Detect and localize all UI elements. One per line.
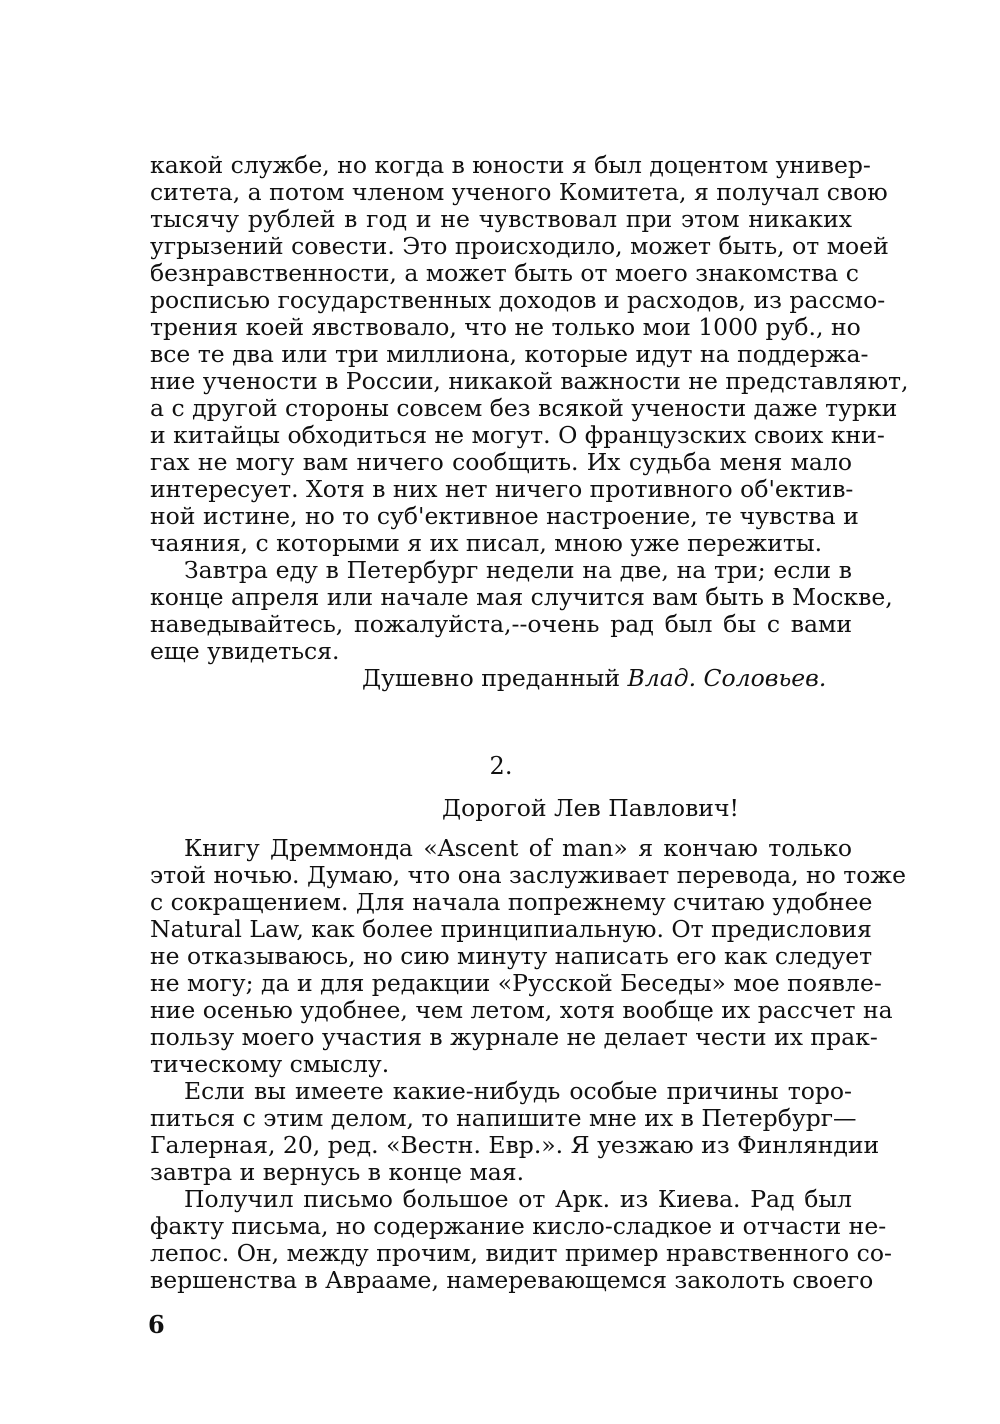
text-line: какой службе, но когда в юности я был доцентом универ- (150, 151, 871, 179)
text-line: чаяния, с которыми я их писал, мною уже пережиты. (150, 529, 823, 557)
signature-name: Влад. Соловьев. (627, 664, 827, 692)
text-line: росписью государственных доходов и расходов, из рассмо- (150, 286, 886, 314)
text-line: завтра и вернусь в конце мая. (150, 1158, 525, 1186)
text-line: ситета, а потом членом ученого Комитета, я получал свою (150, 178, 888, 206)
text-line: наведывайтесь, пожалуйста,--очень рад был бы с вами (150, 610, 852, 638)
text-line: Галерная, 20, ред. «Вестн. Евр.». Я уезжаю из Финляндии (150, 1131, 880, 1159)
text-line: безнравственности, а может быть от моего знакомства с (150, 259, 859, 287)
text-line: конце апреля или начале мая случится вам быть в Москве, (150, 583, 893, 611)
text-line: все те два или три миллиона, которые идут на поддержа- (150, 340, 869, 368)
text-line: трения коей явствовало, что не только мои 1000 руб., но (150, 313, 861, 341)
text-line: угрызений совести. Это происходило, может быть, от моей (150, 232, 889, 260)
text-line: лепос. Он, между прочим, видит пример нравственного со- (150, 1239, 892, 1267)
text-line: с сокращением. Для начала попрежнему считаю удобнее (150, 888, 873, 916)
text-line: Получил письмо большое от Арк. из Киева. Рад был (184, 1185, 852, 1213)
page-body (150, 151, 909, 1294)
text-line: не отказываюсь, но сию минуту написать его как следует (150, 942, 873, 970)
page-number: 6 (148, 1310, 165, 1339)
letter-2-text (150, 834, 906, 1294)
text-line: факту письма, но содержание кисло-сладкое и отчасти не- (150, 1212, 887, 1240)
text-line: ние учености в России, никакой важности не представляют, (150, 367, 909, 395)
text-line: интересует. Хотя в них нет ничего противного об'ектив- (150, 475, 854, 503)
text-line: ной истине, но то суб'ективное настроение, те чувства и (150, 502, 859, 530)
text-line: Книгу Дреммонда «Ascent of man» я кончаю только (184, 834, 852, 862)
text-line: этой ночью. Думаю, что она заслуживает перевода, но тоже (150, 861, 906, 889)
text-line: Завтра еду в Петербург недели на две, на три; если в (184, 556, 852, 584)
letter-number: 2. (489, 752, 513, 780)
text-line: тическому смыслу. (150, 1050, 390, 1078)
text-line: вершенства в Аврааме, намеревающемся заколоть своего (150, 1266, 874, 1294)
text-line: Natural Law, как более принципиальную. От предисловия (150, 915, 872, 943)
signature-text: Душевно преданный (362, 664, 620, 692)
letter-1-text (150, 151, 909, 692)
text-line: гах не могу вам ничего сообщить. Их судьба меня мало (150, 448, 852, 476)
text-line: не могу; да и для редакции «Русской Беседы» мое появле- (150, 969, 882, 997)
text-line: Если вы имеете какие-нибудь особые причины торо- (184, 1077, 852, 1105)
text-line: ние осенью удобнее, чем летом, хотя вообще их рассчет на (150, 996, 893, 1024)
text-line: тысячу рублей в год и не чувствовал при этом никаких (150, 205, 852, 233)
signature (150, 665, 852, 692)
text-line: питься с этим делом, то напишите мне их в Петербург— (150, 1104, 857, 1132)
text-line: а с другой стороны совсем без всякой учености даже турки (150, 394, 898, 422)
salutation: Дорогой Лев Павлович! (442, 794, 739, 822)
text-line: и китайцы обходиться не могут. О французских своих кни- (150, 421, 885, 449)
text-line: пользу моего участия в журнале не делает чести их прак- (150, 1023, 878, 1051)
text-line: еще увидеться. (150, 637, 340, 665)
